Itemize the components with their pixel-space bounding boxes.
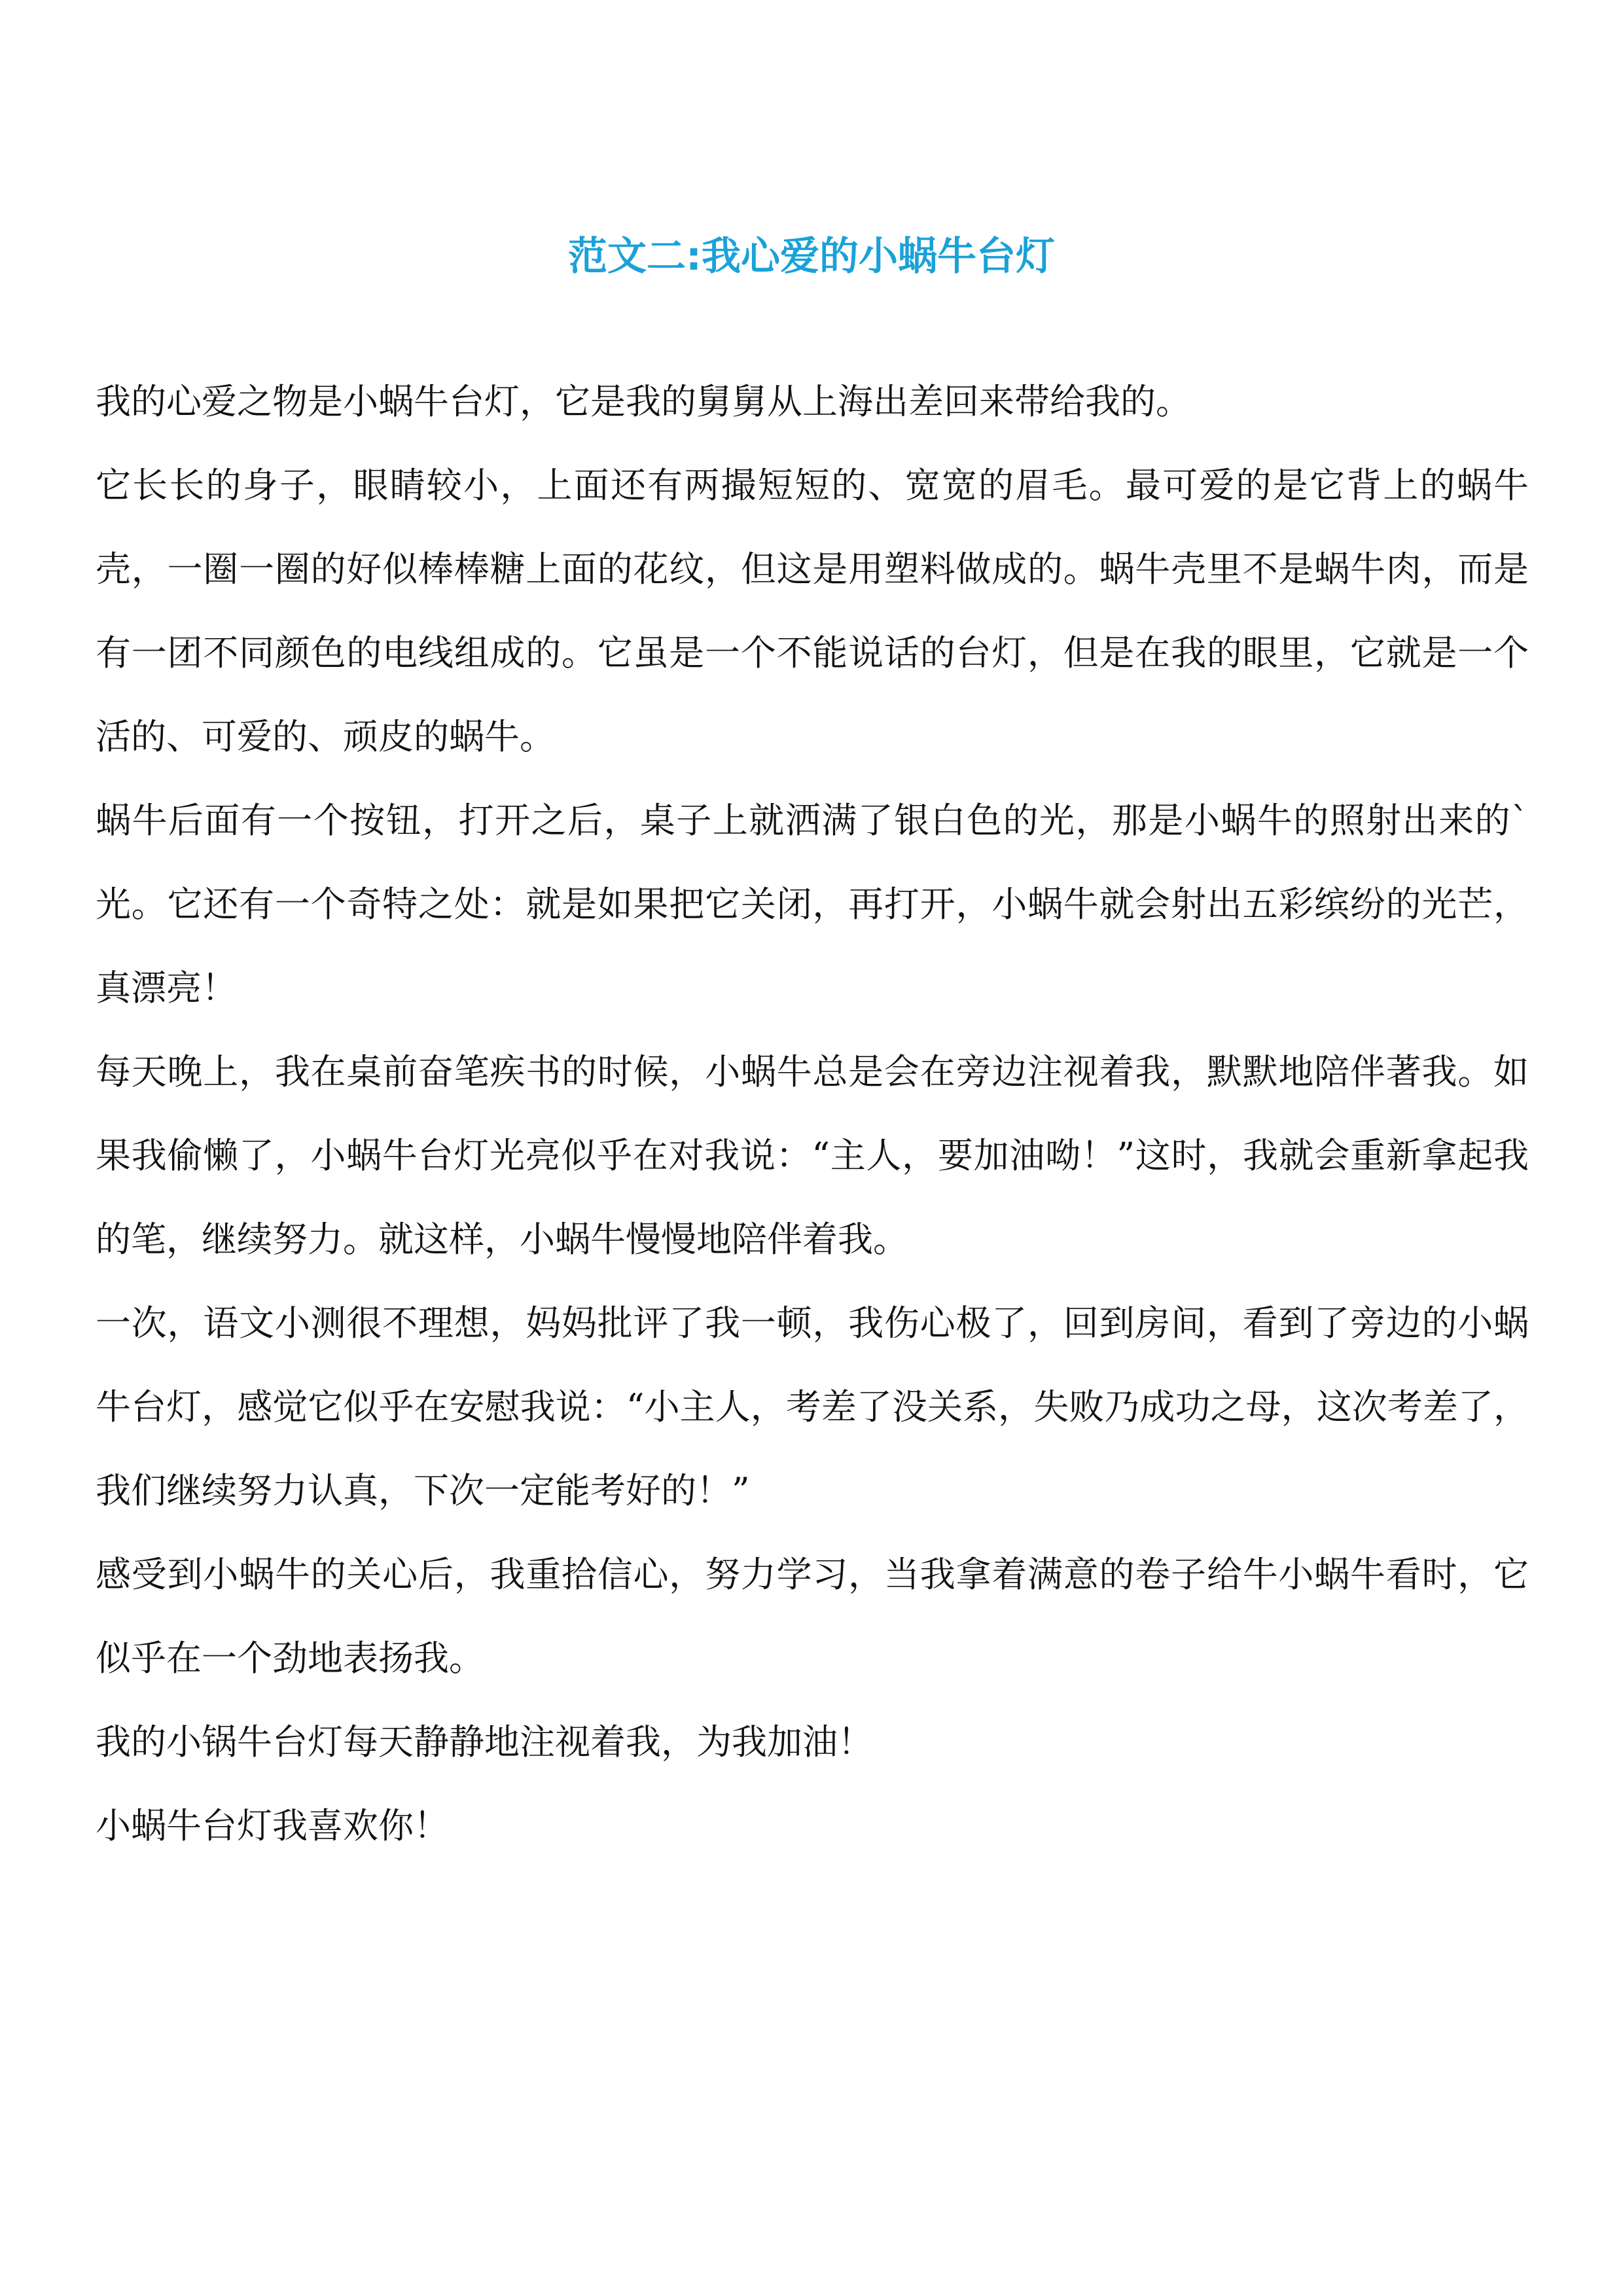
paragraph: 感受到小蜗牛的关心后，我重拾信心，努力学习，当我拿着满意的卷子给牛小蜗牛看时，它似乎在一个劲地表扬我。 [96, 1554, 1529, 1679]
paragraph: 我的心爱之物是小蜗牛台灯，它是我的舅舅从上海出差回来带给我的。 [96, 381, 1191, 422]
paragraph: 一次，语文小测很不理想，妈妈批评了我一顿，我伤心极了，回到房间，看到了旁边的小蜗牛台灯，感觉它似乎在安慰我说：“小主人，考差了没关系，失败乃成功之母，这次考差了，我们继续努力认真，下次一定能考好的！” [96, 1302, 1529, 1511]
document-body [96, 360, 1529, 1868]
document-title: 范文二:我心爱的小蜗牛台灯 [568, 234, 1055, 279]
paragraph: 蜗牛后面有一个按钮，打开之后，桌子上就洒满了银白色的光，那是小蜗牛的照射出来的`光。它还有一个奇特之处：就是如果把它关闭，再打开，小蜗牛就会射出五彩缤纷的光芒，真漂亮！ [96, 800, 1529, 1009]
paragraph: 我的小锅牛台灯每天静静地注视着我，为我加油！ [96, 1721, 873, 1763]
paragraph: 每天晚上，我在桌前奋笔疾书的时候，小蜗牛总是会在旁边注视着我，默默地陪伴著我。如果我偷懒了，小蜗牛台灯光亮似乎在对我说：“主人，要加油呦！”这时，我就会重新拿起我的笔，继续努力。就这样，小蜗牛慢慢地陪伴着我。 [96, 1051, 1529, 1260]
paragraph: 小蜗牛台灯我喜欢你！ [96, 1805, 449, 1846]
paragraph: 它长长的身子，眼睛较小，上面还有两撮短短的、宽宽的眉毛。最可爱的是它背上的蜗牛壳，一圈一圈的好似棒棒糖上面的花纹，但这是用塑料做成的。蜗牛壳里不是蜗牛肉，而是有一团不同颜色的电线组成的。它虽是一个不能说话的台灯，但是在我的眼里，它就是一个活的、可爱的、顽皮的蜗牛。 [96, 465, 1529, 757]
